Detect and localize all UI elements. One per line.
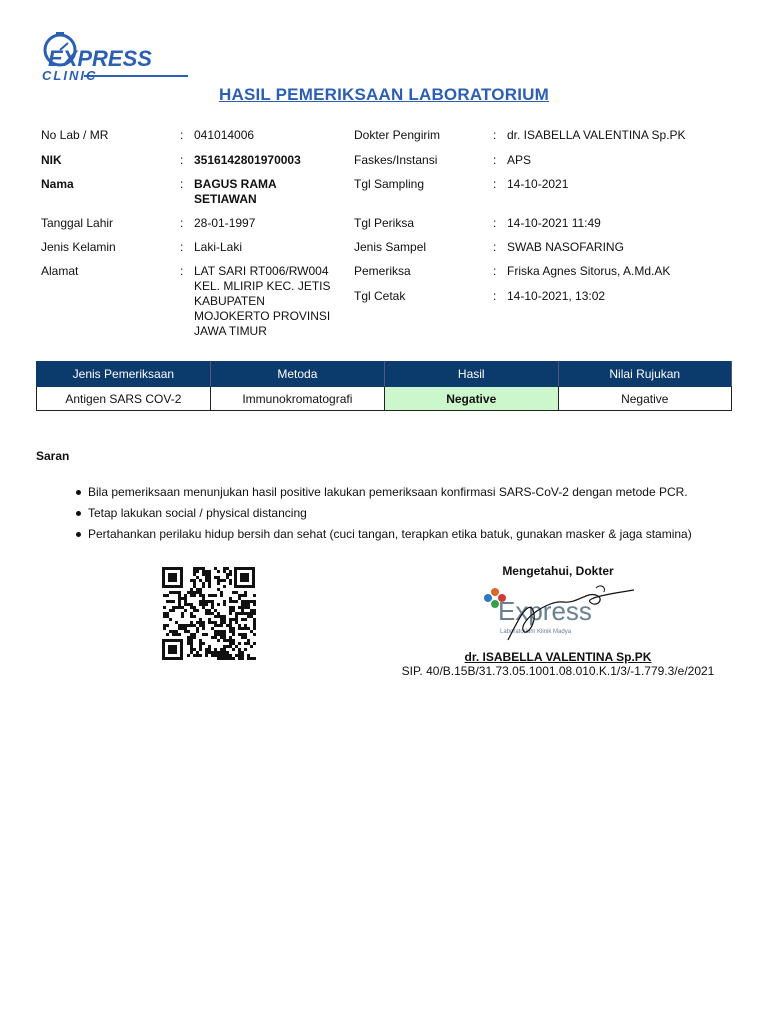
- tgl-periksa-value: 14-10-2021 11:49: [507, 216, 601, 230]
- alamat-line: JAWA TIMUR: [194, 324, 267, 338]
- faskes-label: Faskes/Instansi: [354, 153, 438, 167]
- list-item: [76, 527, 736, 548]
- colon: :: [493, 216, 497, 230]
- dokter-pengirim-label: Dokter Pengirim: [354, 128, 441, 142]
- colon: :: [493, 128, 497, 142]
- table-row: [37, 387, 732, 411]
- faskes-value: APS: [507, 153, 532, 167]
- svg-text:EXPRESS: EXPRESS: [48, 46, 152, 71]
- pemeriksa-value: Friska Agnes Sitorus, A.Md.AK: [507, 264, 671, 278]
- jenis-kelamin-value: Laki-Laki: [194, 240, 243, 254]
- stamp-text: Express: [498, 596, 592, 626]
- bullet-icon: [76, 532, 81, 537]
- colon: :: [180, 177, 184, 191]
- nama-label: Nama: [41, 177, 74, 191]
- stamp-subtext: Laboratorium Klinik Madya: [500, 629, 572, 635]
- jenis-kelamin-label: Jenis Kelamin: [41, 240, 116, 254]
- stamp-signature: [478, 580, 638, 652]
- pemeriksa-label: Pemeriksa: [354, 264, 411, 278]
- results-table: [36, 361, 732, 411]
- saran-text: Tetap lakukan social / physical distancing: [88, 506, 307, 520]
- qr-code: [162, 567, 260, 660]
- alamat-line: LAT SARI RT006/RW004: [194, 264, 329, 278]
- colon: :: [493, 264, 497, 278]
- tanggal-lahir-label: Tanggal Lahir: [41, 216, 114, 230]
- dokter-pengirim-value: dr. ISABELLA VALENTINA Sp.PK: [507, 128, 686, 142]
- jenis-sampel-value: SWAB NASOFARING: [507, 240, 624, 254]
- svg-text:CLINIC: CLINIC: [42, 68, 98, 83]
- saran-text: Bila pemeriksaan menunjukan hasil positive lakukan pemeriksaan konfirmasi SARS-CoV-2 dengan metode PCR.: [88, 485, 688, 499]
- tgl-sampling-label: Tgl Sampling: [354, 177, 425, 191]
- col-nilai-rujukan: Nilai Rujukan: [558, 362, 732, 387]
- jenis-sampel-label: Jenis Sampel: [354, 240, 427, 254]
- tanggal-lahir-value: 28-01-1997: [194, 216, 256, 230]
- express-clinic-logo: [38, 32, 200, 84]
- cell-jenis-pemeriksaan: Antigen SARS COV-2: [37, 387, 211, 411]
- mengetahui-label: Mengetahui, Dokter: [502, 564, 614, 578]
- colon: :: [180, 128, 184, 142]
- doctor-name: dr. ISABELLA VALENTINA Sp.PK: [464, 650, 652, 664]
- alamat-line: KEL. MLIRIP KEC. JETIS: [194, 279, 331, 293]
- qr-code-graphic: [162, 567, 260, 660]
- col-hasil: Hasil: [384, 362, 558, 387]
- list-item: [76, 485, 736, 506]
- cell-metoda: Immunokromatografi: [210, 387, 384, 411]
- col-metoda: Metoda: [210, 362, 384, 387]
- cell-nilai-rujukan: Negative: [558, 387, 732, 411]
- results-header-row: [37, 362, 732, 387]
- colon: :: [493, 153, 497, 167]
- list-item: [76, 506, 736, 527]
- no-lab-label: No Lab / MR: [41, 128, 109, 142]
- colon: :: [493, 240, 497, 254]
- saran-title: Saran: [36, 449, 70, 463]
- cell-hasil: Negative: [384, 387, 558, 411]
- colon: :: [180, 240, 184, 254]
- colon: :: [180, 216, 184, 230]
- colon: :: [180, 153, 184, 167]
- saran-text: Pertahankan perilaku hidup bersih dan sehat (cuci tangan, terapkan etika batuk, gunakan masker & jaga stamina): [88, 527, 692, 541]
- bullet-icon: [76, 490, 81, 495]
- tgl-sampling-value: 14-10-2021: [507, 177, 569, 191]
- col-jenis-pemeriksaan: Jenis Pemeriksaan: [37, 362, 211, 387]
- bullet-icon: [76, 511, 81, 516]
- no-lab-value: 041014006: [194, 128, 255, 142]
- tgl-cetak-value: 14-10-2021, 13:02: [507, 289, 606, 303]
- nama-value-line2: SETIAWAN: [194, 192, 257, 206]
- alamat-line: KABUPATEN: [194, 294, 265, 308]
- colon: :: [493, 289, 497, 303]
- nik-value: 3516142801970003: [194, 153, 301, 167]
- signature-block: [440, 564, 676, 578]
- nama-value-line1: BAGUS RAMA: [194, 177, 277, 191]
- tgl-cetak-label: Tgl Cetak: [354, 289, 406, 303]
- colon: :: [493, 177, 497, 191]
- tgl-periksa-label: Tgl Periksa: [354, 216, 415, 230]
- sip-number: SIP. 40/B.15B/31.73.05.1001.08.010.K.1/3/-1.779.3/e/2021: [401, 664, 715, 678]
- nik-label: NIK: [41, 153, 62, 167]
- alamat-label: Alamat: [41, 264, 79, 278]
- page-title: HASIL PEMERIKSAAN LABORATORIUM: [219, 85, 549, 104]
- alamat-line: MOJOKERTO PROVINSI: [194, 309, 331, 323]
- saran-list: [76, 485, 736, 548]
- colon: :: [180, 264, 184, 278]
